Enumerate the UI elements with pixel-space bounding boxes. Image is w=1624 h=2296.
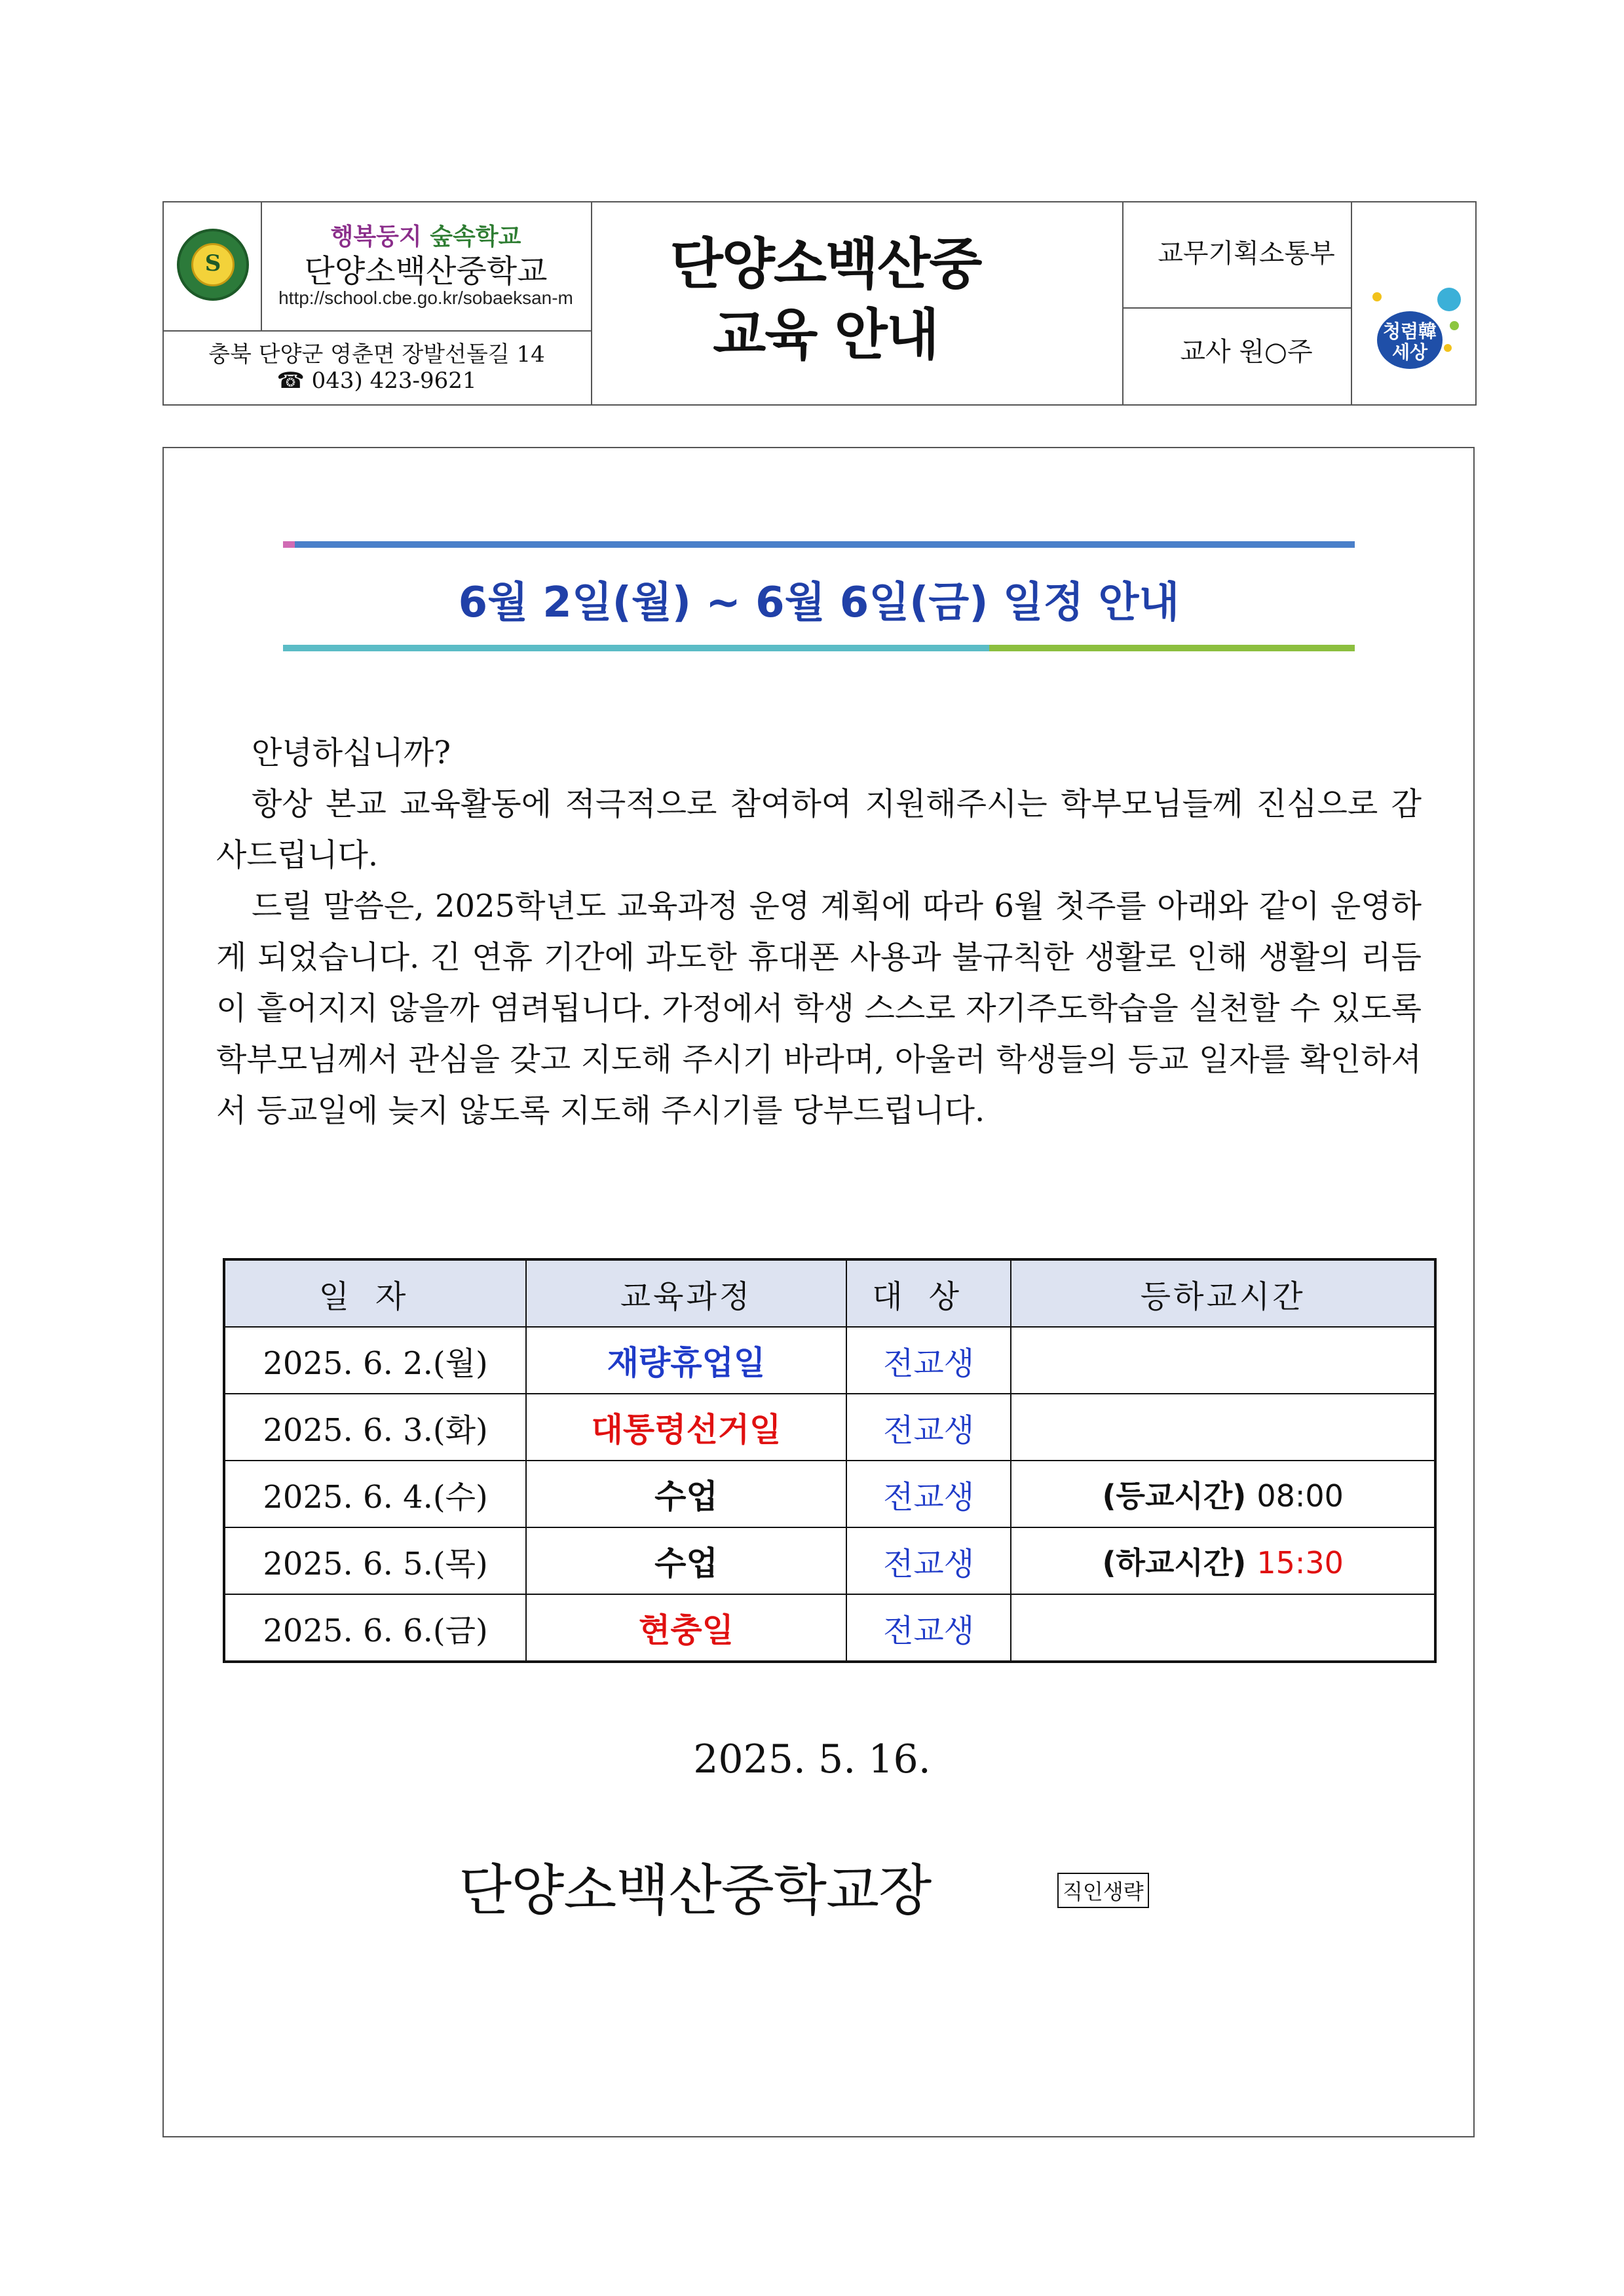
department: 교무기획소통부	[1158, 239, 1335, 269]
issue-date: 2025. 5. 16.	[693, 1736, 931, 1782]
title-line1: 단양소백산중	[670, 232, 981, 296]
cell-date: 2025. 6. 2.(월)	[224, 1327, 526, 1394]
time-value: 08:00	[1256, 1478, 1344, 1514]
table-row	[224, 1327, 1435, 1394]
cell-target: 전교생	[846, 1327, 1011, 1394]
school-emblem-icon: S	[177, 229, 249, 301]
table-row	[224, 1394, 1435, 1461]
school-phone: ☎ 043) 423-9621	[276, 368, 477, 394]
time-label: (하교시간)	[1102, 1545, 1247, 1580]
principal-signature: 단양소백산중학교장	[459, 1858, 932, 1923]
heading-bar-bottom-right	[989, 645, 1355, 651]
cell-target: 전교생	[846, 1594, 1011, 1662]
divider	[591, 202, 592, 404]
cell-curriculum: 수업	[526, 1527, 846, 1594]
teacher-name: 교사 원○주	[1180, 337, 1313, 367]
cell-date: 2025. 6. 3.(화)	[224, 1394, 526, 1461]
notice-heading: 6월 2일(월) ~ 6월 6일(금) 일정 안내	[458, 579, 1180, 627]
notice-body	[216, 727, 1422, 1136]
document-title	[596, 229, 1055, 370]
greeting: 안녕하십니까?	[252, 735, 451, 771]
heading-bar-top	[295, 541, 1355, 548]
table-row	[224, 1461, 1435, 1527]
cell-date: 2025. 6. 4.(수)	[224, 1461, 526, 1527]
column-header-date: 일자	[224, 1259, 526, 1327]
school-name: 단양소백산중학교	[304, 253, 548, 290]
cell-time	[1011, 1461, 1435, 1527]
column-header-target: 대상	[846, 1259, 1011, 1327]
divider	[164, 330, 591, 332]
cell-time	[1011, 1327, 1435, 1394]
cell-time	[1011, 1527, 1435, 1594]
cell-date: 2025. 6. 6.(금)	[224, 1594, 526, 1662]
cell-curriculum: 재량휴업일	[526, 1327, 846, 1394]
slogan-part2: 숲속학교	[430, 223, 521, 250]
divider	[1122, 307, 1351, 309]
school-url: http://school.cbe.go.kr/sobaeksan-m	[278, 288, 573, 308]
svg-text:청렴韓: 청렴韓	[1382, 320, 1437, 342]
heading-bar-accent	[283, 541, 295, 548]
cell-curriculum: 대통령선거일	[526, 1394, 846, 1461]
cell-time	[1011, 1594, 1435, 1662]
svg-text:세상: 세상	[1391, 341, 1428, 363]
table-header-row	[224, 1259, 1435, 1327]
paragraph-thanks: 항상 본교 교육활동에 적극적으로 참여하여 지원해주시는 학부모님들께 진심으로 감사드립니다.	[216, 786, 1422, 873]
cell-target: 전교생	[846, 1461, 1011, 1527]
seal-omitted-note: 직인생략	[1057, 1873, 1149, 1908]
heading-bar-bottom-left	[283, 645, 989, 651]
cell-curriculum: 수업	[526, 1461, 846, 1527]
paragraph-schedule: 드릴 말씀은, 2025학년도 교육과정 운영 계획에 따라 6월 첫주를 아래와 같이 운영하게 되었습니다. 긴 연휴 기간에 과도한 휴대폰 사용과 불규칙한 생활로 인해 생활의 리듬이 흩어지지 않을까 염려됩니다. 가정에서 학생 스스로 자기주도학습을 실천할 수 있도록 학부모님께서 관심을 갖고 지도해 주시기 바라며, 아울러 학생들의 등교 일자를 확인하셔서 등교일에 늦지 않도록 지도해 주시기를 당부드립니다.	[216, 888, 1422, 1129]
title-line2: 교육 안내	[713, 303, 938, 367]
cell-date: 2025. 6. 5.(목)	[224, 1527, 526, 1594]
cell-target: 전교생	[846, 1527, 1011, 1594]
integrity-logo-icon	[1369, 242, 1461, 373]
cell-time	[1011, 1394, 1435, 1461]
time-label: (등교시간)	[1102, 1478, 1247, 1514]
column-header-curriculum: 교육과정	[526, 1259, 846, 1327]
school-address: 충북 단양군 영춘면 장발선돌길 14	[208, 341, 545, 368]
table-row	[224, 1594, 1435, 1662]
slogan-part1: 행복둥지	[330, 223, 422, 250]
letterhead	[162, 201, 1477, 406]
column-header-time: 등하교시간	[1011, 1259, 1435, 1327]
schedule-table	[223, 1258, 1437, 1663]
time-value: 15:30	[1256, 1545, 1344, 1580]
cell-curriculum: 현충일	[526, 1594, 846, 1662]
cell-target: 전교생	[846, 1394, 1011, 1461]
divider	[1122, 202, 1124, 404]
table-row	[224, 1527, 1435, 1594]
